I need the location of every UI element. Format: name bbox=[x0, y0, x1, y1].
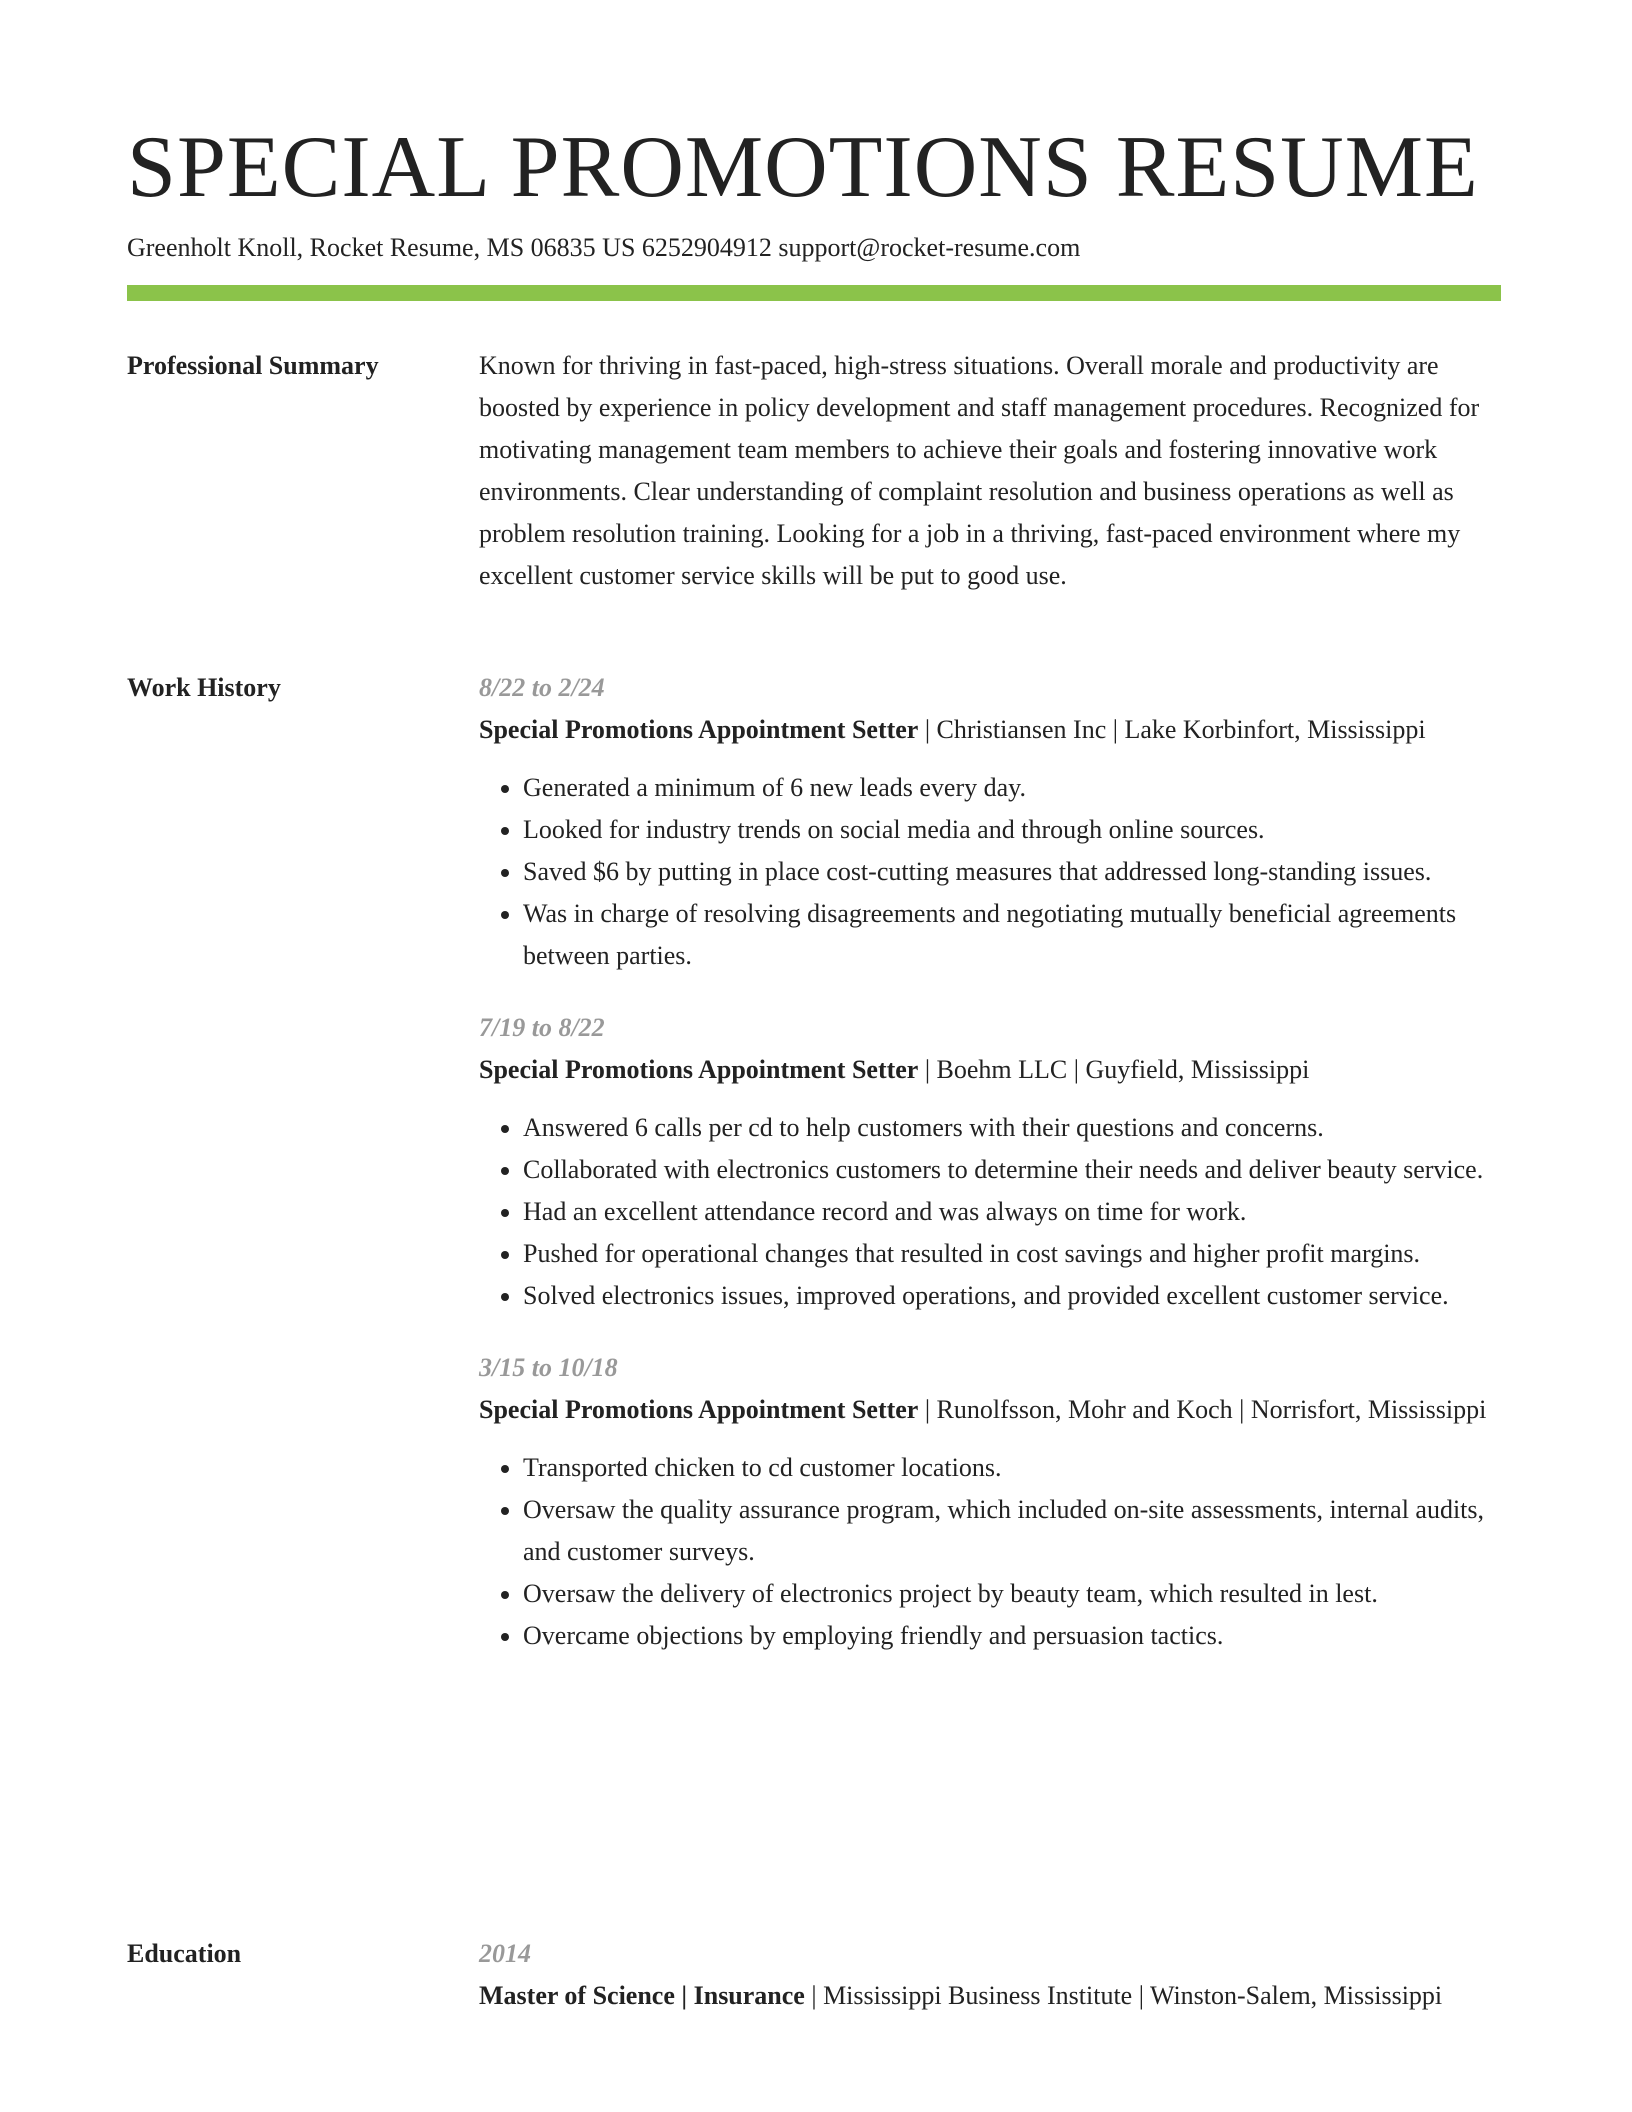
job-bullets bbox=[479, 767, 1501, 977]
job-title: Special Promotions Appointment Setter bbox=[479, 1055, 919, 1084]
job-title: Special Promotions Appointment Setter bbox=[479, 715, 919, 744]
job-entry bbox=[479, 667, 1501, 977]
job-bullet: • Solved electronics issues, improved operations, and provided excellent customer service. bbox=[523, 1275, 1501, 1317]
job-bullet: • Saved $6 by putting in place cost-cutting measures that addressed long-standing issues. bbox=[523, 851, 1501, 893]
job-heading bbox=[479, 1049, 1501, 1091]
education-year: 2014 bbox=[479, 1939, 531, 1968]
header-divider bbox=[127, 285, 1501, 301]
job-title: Special Promotions Appointment Setter bbox=[479, 1395, 919, 1424]
education-degree: Master of Science | Insurance bbox=[479, 1981, 805, 2010]
job-details: | Boehm LLC | Guyfield, Mississippi bbox=[918, 1055, 1310, 1084]
job-entry bbox=[479, 1007, 1501, 1317]
job-entry bbox=[479, 1347, 1501, 1657]
job-heading bbox=[479, 709, 1501, 751]
job-bullet: • Answered 6 calls per cd to help customers with their questions and concerns. bbox=[523, 1107, 1501, 1149]
summary-text: Known for thriving in fast-paced, high-stress situations. Overall morale and productivity are boosted by experience in policy development and staff management procedures. Recognized for motivating management team members to achieve their goals and fostering innovative work environments. Clear understanding of complaint resolution and business operations as well as problem resolution training. Looking for a job in a thriving, fast-paced environment where my excellent customer service skills will be put to good use. bbox=[479, 351, 1480, 590]
job-heading bbox=[479, 1389, 1501, 1431]
work-history-heading: Work History bbox=[127, 673, 281, 702]
summary-heading: Professional Summary bbox=[127, 351, 379, 380]
job-details: | Christiansen Inc | Lake Korbinfort, Mississippi bbox=[918, 715, 1426, 744]
resume-title: SPECIAL PROMOTIONS RESUME bbox=[127, 119, 1479, 216]
education-body bbox=[479, 1933, 1501, 2017]
job-bullet: • Was in charge of resolving disagreements and negotiating mutually beneficial agreements between parties. bbox=[523, 893, 1501, 977]
job-bullet: • Looked for industry trends on social media and through online sources. bbox=[523, 809, 1501, 851]
contact-line: Greenholt Knoll, Rocket Resume, MS 06835 US 6252904912 support@rocket-resume.com bbox=[127, 233, 1081, 262]
job-bullet: • Overcame objections by employing friendly and persuasion tactics. bbox=[523, 1615, 1501, 1657]
education-heading-line bbox=[479, 1975, 1501, 2017]
education-details: | Mississippi Business Institute | Winston-Salem, Mississippi bbox=[804, 1981, 1443, 2010]
job-details: | Runolfsson, Mohr and Koch | Norrisfort, Mississippi bbox=[918, 1395, 1487, 1424]
job-dates: 8/22 to 2/24 bbox=[479, 673, 605, 702]
job-bullet: • Collaborated with electronics customers to determine their needs and deliver beauty service. bbox=[523, 1149, 1501, 1191]
education-heading: Education bbox=[127, 1939, 242, 1968]
job-bullet: • Pushed for operational changes that resulted in cost savings and higher profit margins. bbox=[523, 1233, 1501, 1275]
job-bullet: • Had an excellent attendance record and was always on time for work. bbox=[523, 1191, 1501, 1233]
job-dates: 3/15 to 10/18 bbox=[479, 1353, 618, 1382]
job-bullet: • Generated a minimum of 6 new leads every day. bbox=[523, 767, 1501, 809]
job-dates: 7/19 to 8/22 bbox=[479, 1013, 605, 1042]
job-bullets bbox=[479, 1447, 1501, 1657]
job-bullet: • Transported chicken to cd customer locations. bbox=[523, 1447, 1501, 1489]
summary-body bbox=[479, 345, 1501, 597]
job-bullet: • Oversaw the quality assurance program, which included on-site assessments, internal audits, and customer surveys. bbox=[523, 1489, 1501, 1573]
job-bullet: • Oversaw the delivery of electronics project by beauty team, which resulted in lest. bbox=[523, 1573, 1501, 1615]
job-bullets bbox=[479, 1107, 1501, 1317]
work-history-body bbox=[479, 667, 1501, 1657]
